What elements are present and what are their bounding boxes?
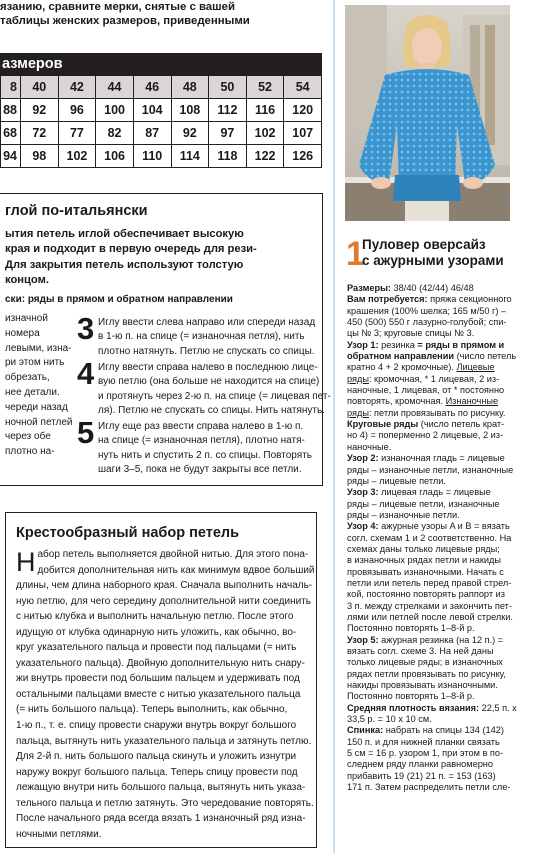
italian-left-line: номера	[5, 327, 40, 339]
size-table-cell: 106	[96, 145, 134, 168]
size-table-cell: 88	[1, 99, 21, 122]
sweater-photo-illustration	[345, 5, 510, 221]
pattern-line	[347, 567, 509, 578]
pattern-text-run: лями или петлей после левой стрелки.	[347, 611, 513, 622]
pattern-text-run: но 4) = поперменно 2 лицевые, 2 из-	[347, 430, 504, 441]
pattern-title-line: Пуловер оверсайз	[362, 237, 486, 252]
pattern-line	[347, 635, 509, 646]
size-table-cell: 114	[171, 145, 209, 168]
size-table-cell: 96	[58, 99, 96, 122]
pattern-line	[347, 623, 509, 634]
italian-subtitle: ски: ряды в прямом и обратном направлении	[5, 294, 233, 305]
intro-line: язанию, сравните мерки, снятые с вашей	[0, 1, 235, 13]
step-text	[98, 316, 316, 359]
size-table-title: азмеров	[0, 53, 322, 75]
pattern-text-run: рядах петли провязывать по рисунку,	[347, 668, 506, 679]
cross-body-line: 1-ю п., т. е. спицу провести снаружи внутрь вокруг большого	[16, 720, 297, 732]
pattern-line	[347, 532, 512, 544]
pattern-text-run: провязывать изнаночными. Начать с	[347, 566, 504, 577]
pattern-line	[347, 737, 509, 748]
pattern-text-run: только лицевые ряды; в изнаночных	[347, 657, 503, 668]
pattern-line	[347, 555, 509, 566]
pattern-text-run: Узор 3:	[347, 487, 379, 498]
pattern-text-run: изнаночная гладь = лицевые	[378, 453, 505, 464]
step-line: и протянуть через 2-ю п. на спице (= лицевая пет-	[98, 390, 331, 402]
sweater-photo	[345, 5, 510, 221]
pattern-text-run: 38/40 (42/44) 46/48	[391, 283, 474, 293]
size-table-cell: 48	[171, 76, 209, 99]
pattern-text-run: Узор 2:	[347, 453, 379, 464]
drop-cap: Н	[16, 547, 36, 577]
cross-body-line: наружу вокруг большого пальца. Теперь спицу провести под	[16, 766, 298, 778]
cross-body-line: с нитью клубка и выполнить начальную петлю. После этого	[16, 611, 294, 623]
pattern-text-run: 22,5 п. х	[479, 702, 517, 713]
intro-line: таблицы женских размеров, приведенными	[0, 15, 250, 27]
pattern-text-run: Круговые ряды	[347, 419, 419, 430]
step-4	[77, 356, 331, 418]
pattern-text-run: следнем ряду планки равномерно	[347, 759, 493, 770]
pattern-text-run: ряды – изнаночные петли.	[347, 509, 460, 520]
pattern-line	[347, 340, 509, 351]
step-line: Иглу ввести слева направо или спереди назад	[98, 317, 316, 328]
pattern-line	[347, 328, 509, 339]
pattern-text-run: резинка	[378, 339, 418, 350]
pattern-line	[347, 283, 509, 294]
size-table-cell: 92	[21, 99, 59, 122]
pattern-text-run: (число петель крат-	[418, 419, 505, 430]
pattern-text-run: наночные, 1 лицевая, от * постоянно	[347, 385, 505, 396]
pattern-text-run: ряды – изнаночные петли, изнаночные	[347, 464, 514, 475]
size-table-cell: 46	[133, 76, 171, 99]
pattern-text-run: Постоянно повторять 1–8-й р.	[347, 623, 475, 634]
pattern-text-run: 150 п. и для нижней планки связать	[347, 736, 500, 747]
pattern-text-run: наночные.	[347, 441, 392, 452]
size-table-cell: 54	[284, 76, 322, 99]
pattern-line	[347, 759, 509, 770]
size-table-cell: 116	[246, 99, 284, 122]
cross-body-line: Для 2-й п. нить большого пальца скинуть и уложить изнутри	[16, 751, 297, 763]
pattern-text-run: ажурная резинка (на 12 п.) =	[378, 634, 504, 645]
step-number: 4	[77, 356, 95, 391]
pattern-line	[347, 510, 509, 521]
pattern-text-run: крашения (100% шелка; 165 м/50 г) –	[347, 305, 507, 316]
italian-lead-line: Для закрытия петель используют толстую	[5, 258, 244, 271]
step-line: Иглу ввести справа налево в последнюю лице-	[98, 362, 318, 373]
step-line: вую петлю (она больше не находится на спице)	[98, 376, 320, 388]
pattern-text-run: схемах даны только лицевые ряды;	[347, 543, 500, 554]
pattern-text-run: Спинка:	[347, 725, 384, 736]
pattern-line	[347, 476, 509, 487]
pattern-line	[347, 600, 512, 612]
pattern-line	[347, 351, 517, 362]
pattern-text-run: повторять, кромочная.	[347, 396, 446, 407]
italian-left-line: ри этом нить	[5, 357, 65, 369]
step-line: плотно натянуть. Петлю не спускать со спицы.	[98, 345, 315, 357]
pattern-text-run: Узор 1:	[347, 339, 379, 350]
pattern-line	[347, 487, 509, 498]
cross-body-line: тельного пальца и петлю затянуть. Это чередование повторять.	[16, 797, 314, 809]
size-table-cell: 68	[1, 122, 21, 145]
pattern-text-run: 33,5 р. = 10 х 10 см.	[347, 714, 432, 725]
pattern-line	[347, 442, 509, 453]
pattern-line	[347, 374, 509, 385]
cross-body-line: пальца, вытянуть нить указательного пальца и затянуть петлю.	[16, 735, 312, 747]
size-table-cell: 118	[209, 145, 247, 168]
cross-body-line: идущую от клубка одинарную нить уложить, как обычно, во-	[16, 626, 297, 638]
pattern-text-run: ряды	[347, 373, 369, 384]
pattern-text-run: 3 п. между стрелками и закончить пет-	[347, 600, 512, 611]
size-table-cell: 122	[246, 145, 284, 168]
pattern-text-run: Постоянно повторять 1–8-й р.	[347, 691, 475, 702]
italian-left-line: плотно на-	[5, 446, 55, 458]
italian-left-line: через обе	[5, 431, 51, 443]
pattern-title	[362, 237, 504, 269]
size-table-grid	[0, 75, 322, 168]
size-table-cell: 108	[171, 99, 209, 122]
pattern-text-run: : кромочная, * 1 лицевая, 2 из-	[368, 373, 500, 384]
cross-body-line: ную петлю, для чего середину дополнительной нити соединить	[16, 595, 311, 607]
cross-title: Крестообразный набор петель	[16, 525, 240, 541]
step-number: 3	[77, 311, 95, 346]
size-table-row	[1, 122, 322, 145]
pattern-text-run: ряды – лицевые петли, изнаночные	[347, 498, 500, 509]
italian-left-line: левыми, изна-	[5, 342, 72, 354]
cross-body	[16, 547, 315, 842]
italian-title: глой по-итальянски	[5, 203, 148, 219]
size-table-cell: 107	[284, 122, 322, 145]
pattern-text-run: Размеры:	[347, 283, 391, 293]
size-table-row	[1, 145, 322, 168]
pattern-text-run: Изнаночные	[445, 396, 499, 407]
pattern-text-run: 450 (500) 550 г лазурно-голубой; спи-	[347, 317, 507, 328]
pattern-number: 1	[346, 235, 365, 273]
pattern-line	[347, 714, 509, 725]
pattern-text-run: лицевая гладь = лицевые	[378, 487, 491, 498]
size-table-row	[1, 99, 322, 122]
pattern-line	[347, 544, 509, 555]
size-table-cell: 92	[171, 122, 209, 145]
italian-left-line: нее детали.	[5, 386, 60, 398]
size-table-cell: 112	[209, 99, 247, 122]
size-table-cell: 87	[133, 122, 171, 145]
size-table-cell: 102	[58, 145, 96, 168]
step-text	[98, 420, 313, 477]
cross-body-line: длины, чем длина наборного края. Сначала выполнить началь-	[16, 580, 313, 592]
intro-text	[0, 0, 322, 28]
pattern-line	[347, 725, 509, 736]
pattern-text-run: : петли провязывать по рисунку.	[368, 407, 506, 418]
pattern-text-run: ажурные узоры A и B = вязать	[378, 521, 510, 532]
step-line: Иглу еще раз ввести справа налево в 1-ю п.	[98, 421, 304, 432]
cross-body-line: абор петель выполняется двойной нитью. Для этого пона-	[37, 549, 309, 560]
step-text	[98, 361, 331, 418]
size-table-cell: 104	[133, 99, 171, 122]
pattern-line	[347, 691, 509, 702]
size-table-cell: 98	[21, 145, 59, 168]
pattern-text-run: Узор 4:	[347, 521, 379, 532]
pattern-text-run: обратном направлении	[347, 351, 455, 362]
pattern-heading	[346, 234, 516, 276]
pattern-line	[347, 396, 509, 407]
cross-caston-box	[5, 512, 317, 848]
pattern-text-run: набрать на спицы 134 (142)	[383, 725, 504, 736]
size-table-cell: 102	[246, 122, 284, 145]
cross-body-line: жи внутрь провести под большим пальцем и удерживать под	[16, 673, 300, 685]
pattern-text-run: вязать согл. схеме 3. На ней даны	[347, 646, 494, 656]
pattern-line	[347, 419, 509, 430]
pattern-line	[347, 771, 509, 782]
italian-castoff-box	[0, 193, 331, 486]
pattern-text-run: 171 п. Затем распределить петли сле-	[347, 782, 511, 793]
pattern-text-run: 5 см = 16 р. узором 1, при этом в по-	[347, 748, 504, 759]
step-line: в 1-ю п. на спице (= изнаночная петля), нить	[98, 331, 305, 343]
pattern-text-run: прибавить 19 (21) 21 п. = 153 (163)	[347, 770, 496, 781]
size-table-cell: 110	[133, 145, 171, 168]
step-line: нуть нить и спустить 2 п. со спицы. Повторять	[98, 449, 312, 461]
pattern-text-run: (число петель	[454, 351, 517, 362]
cross-body-line: После начального ряда всегда вязать 1 изнаночный ряд изна-	[16, 813, 306, 825]
cross-body-line: (= нить большого пальца). Теперь выполнить, как обычно,	[16, 704, 288, 716]
size-table-cell: 97	[209, 122, 247, 145]
italian-left-line: ночной петлей	[5, 416, 73, 428]
pattern-text-run: накиды провязывать изнаночными.	[347, 680, 498, 691]
pattern-line	[347, 611, 513, 623]
size-table-cell: 126	[284, 145, 322, 168]
step-number: 5	[77, 415, 95, 450]
column-divider	[333, 0, 335, 853]
pattern-line	[347, 362, 509, 373]
pattern-line	[347, 385, 509, 396]
italian-left-line: изначной	[5, 313, 48, 324]
pattern-line	[347, 657, 509, 668]
pattern-line	[347, 317, 509, 328]
pattern-line	[347, 680, 509, 691]
pattern-line	[347, 294, 512, 305]
size-table-cell: 100	[96, 99, 134, 122]
step-3	[77, 311, 316, 359]
pattern-text-run: согл. схемам 1 и 2 соответственно. На	[347, 532, 512, 543]
size-table-row	[1, 76, 322, 99]
size-table-cell: 44	[96, 76, 134, 99]
pattern-title-line: с ажурными узорами	[362, 253, 504, 268]
pattern-line	[347, 430, 509, 441]
pattern-line	[347, 464, 514, 476]
pattern-line	[347, 646, 509, 657]
pattern-line	[347, 782, 509, 793]
cross-body-line: указательного пальца). Двойную дополнительную нить снару-	[16, 657, 305, 669]
pattern-line	[347, 577, 512, 589]
size-table-cell: 120	[284, 99, 322, 122]
pattern-line	[347, 748, 509, 759]
pattern-text-run: = ряды в прямом и	[417, 339, 505, 350]
pattern-text-run: пряжа секционного	[427, 294, 512, 305]
pattern-instructions	[347, 283, 517, 793]
pattern-text-run: петли или петель перед правой стрел-	[347, 577, 512, 588]
step-5	[77, 415, 313, 477]
size-table-cell: 52	[246, 76, 284, 99]
italian-lead	[5, 227, 321, 289]
cross-body-line: остальными пальцами вместе с нитью указательного пальца	[16, 688, 301, 700]
italian-left-line: обрезать,	[5, 372, 50, 384]
pattern-line	[347, 589, 509, 600]
pattern-line	[347, 408, 509, 419]
italian-lead-line: концом.	[5, 274, 49, 287]
pattern-text-run: Вам потребуется:	[347, 294, 428, 305]
pattern-text-run: Узор 5:	[347, 634, 379, 645]
pattern-text-run: в изнаночных рядах петли и накиды	[347, 555, 501, 566]
cross-body-line: добится дополнительная нить как минимум вдвое больший	[37, 564, 315, 576]
size-table-cell: 42	[58, 76, 96, 99]
italian-lead-line: ытия петель иглой обеспечивает высокую	[5, 228, 244, 240]
pattern-text-run: ряды	[347, 407, 369, 418]
pattern-line	[347, 499, 509, 510]
size-table-cell: 50	[209, 76, 247, 99]
cross-body-line: круг указательного пальца и провести под пальцами (= нить	[16, 642, 297, 654]
pattern-line	[347, 521, 509, 532]
pattern-line	[347, 702, 517, 714]
italian-left-column	[5, 312, 71, 460]
pattern-text-run: кратно 4 + 2 кромочные).	[347, 362, 457, 373]
size-table	[0, 53, 322, 168]
cross-body-line: лежащую внутри нить большого пальца, вытянуть нить указа-	[16, 782, 306, 794]
size-table-cell: 8	[1, 76, 21, 99]
italian-lead-line: края и подходит в первую очередь для рези-	[5, 243, 257, 256]
cross-body-line: ночными петлями.	[16, 828, 102, 840]
size-table-cell: 94	[1, 145, 21, 168]
pattern-text-run: Лицевые	[456, 362, 495, 373]
pattern-text-run: ряды – лицевые петли.	[347, 475, 446, 486]
pattern-line	[347, 453, 509, 464]
italian-left-line: череди назад	[5, 401, 68, 413]
size-table-cell: 40	[21, 76, 59, 99]
step-line: ля). Петлю не спускать со спицы. Нить натянуть.	[98, 404, 325, 416]
size-table-cell: 72	[21, 122, 59, 145]
size-table-cell: 82	[96, 122, 134, 145]
size-table-cell: 77	[58, 122, 96, 145]
pattern-line	[347, 306, 509, 317]
step-line: на спице (= изнаночная петля), плотно натя-	[98, 435, 305, 447]
pattern-text-run: Средняя плотность вязания:	[347, 702, 480, 713]
pattern-text-run: цы № 3; круговые спицы № 3.	[347, 328, 475, 339]
step-line: шаги 3–5, пока не будут закрыты все петли.	[98, 463, 302, 475]
pattern-text-run: кой, постоянно повторять раппорт из	[347, 589, 505, 600]
pattern-line	[347, 669, 509, 680]
